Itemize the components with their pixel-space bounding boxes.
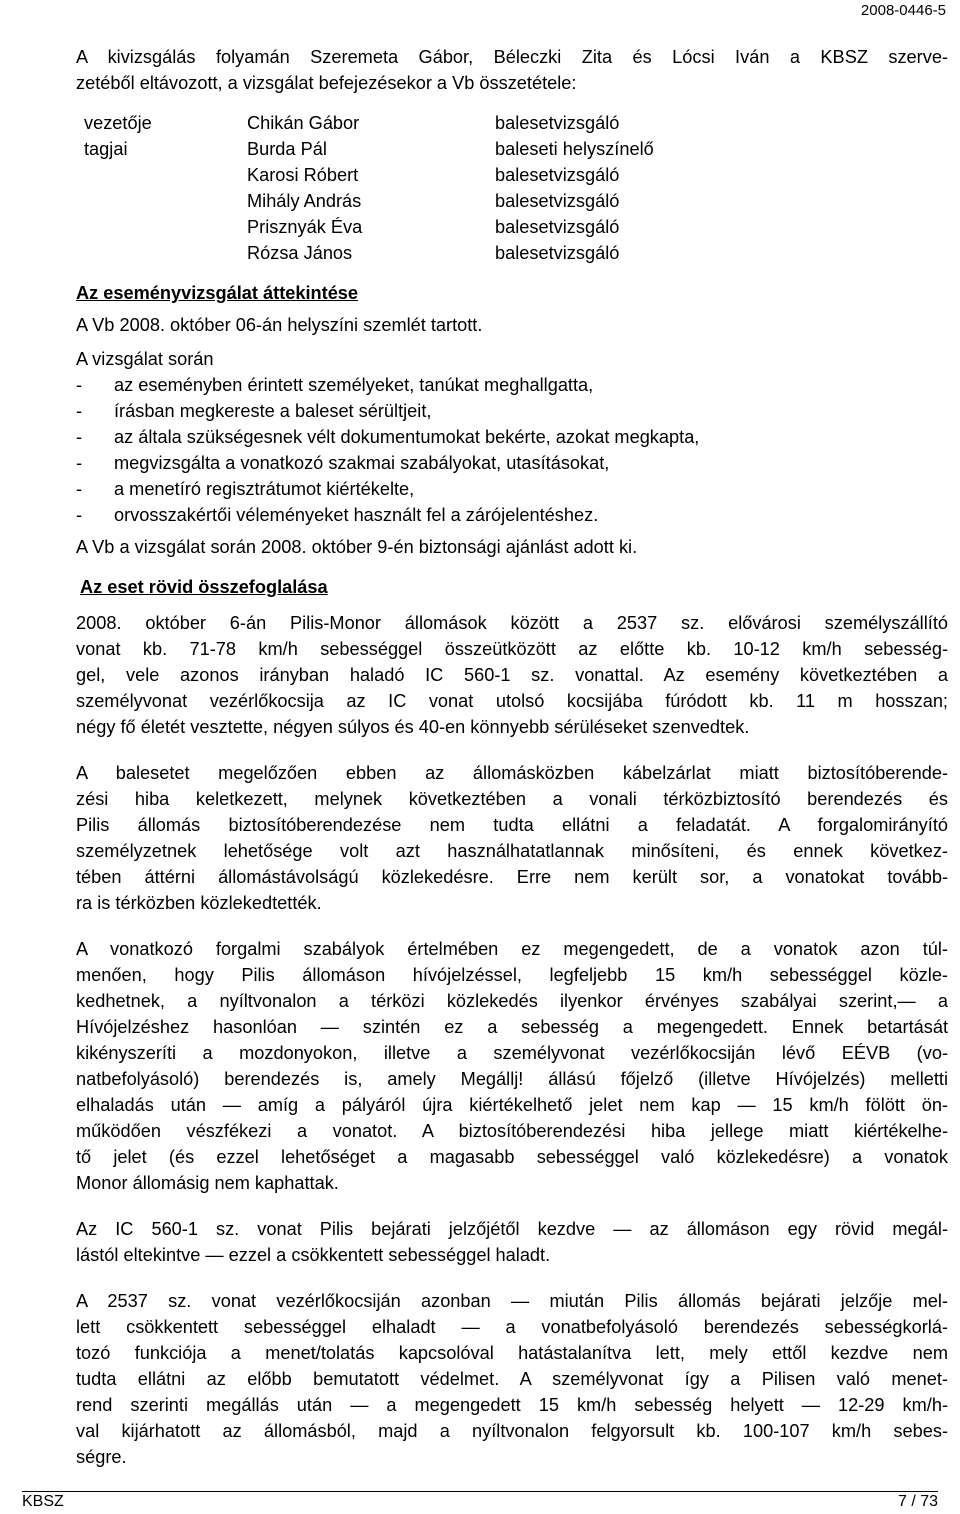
text-line: natbefolyásoló) berendezés is, amely Megállj! állású főjelző (illetve Hívójelzés) melletti: [76, 1069, 948, 1089]
member-role: [84, 188, 247, 214]
list-item-text: írásban megkereste a baleset sérültjeit,: [114, 401, 432, 421]
text-line: négy fő életét vesztette, négyen súlyos és 40-en könnyebb sérüléseket szenvedtek.: [76, 717, 750, 737]
member-row: [76, 214, 948, 240]
text-line: menően, hogy Pilis állomáson hívójelzéssel, legfeljebb 15 km/h sebességgel közle-: [76, 965, 948, 985]
text-line: személyzetnek lehetősége volt azt használhatatlannak minősíteni, és ennek következ-: [76, 841, 948, 861]
paragraph: [76, 610, 948, 740]
list-item: [76, 398, 948, 424]
paragraph: [76, 1288, 948, 1470]
list-item: [76, 476, 948, 502]
list-dash: -: [76, 505, 83, 525]
text-line: Monor állomásig nem kaphattak.: [76, 1173, 339, 1193]
member-role: [84, 162, 247, 188]
text-line: személyvonat vezérlőkocsija az IC vonat utolsó kocsijába fúródott kb. 11 m hosszan;: [76, 691, 948, 711]
text-line: tudta ellátni az előbb bemutatott védelmet. A személyvonat így a Pilisen való menet-: [76, 1369, 948, 1389]
text-line: kikényszeríti a mozdonyokon, illetve a személyvonat vezérlőkocsiján lévő EÉVB (vo-: [76, 1043, 948, 1063]
list-dash: -: [76, 427, 83, 447]
member-name: Mihály András: [247, 191, 362, 211]
committee-members: [76, 110, 948, 266]
member-title: baleseti helyszínelő: [495, 139, 654, 159]
member-title: balesetvizsgáló: [495, 165, 620, 185]
member-name: Prisznyák Éva: [247, 217, 363, 237]
list-dash: -: [76, 479, 83, 499]
text-line: val kijárhatott az állomásból, majd a nyíltvonalon felgyorsult kb. 100-107 km/h sebes-: [76, 1421, 948, 1441]
list-item-text: a menetíró regisztrátumot kiértékelte,: [114, 479, 415, 499]
text-line: A balesetet megelőzően ebben az állomásközben kábelzárlat miatt biztosítóberende-: [76, 763, 948, 783]
section-heading-summary: Az eset rövid összefoglalása: [80, 577, 328, 597]
text-line: A kivizsgálás folyamán Szeremeta Gábor, Béleczki Zita és Lócsi Iván a KBSZ szerve-: [76, 47, 948, 67]
member-name: Karosi Róbert: [247, 165, 359, 185]
member-row: [76, 136, 948, 162]
summary-body: [76, 610, 948, 1470]
text-line: gel, vele azonos irányban haladó IC 560-1 sz. vonattal. Az esemény következtében a: [76, 665, 948, 685]
text-line: tő jelet (és ezzel lehetőséget a magasabb sebességgel való közlekedésre) a vonatok: [76, 1147, 948, 1167]
member-title: balesetvizsgáló: [495, 191, 620, 211]
text-line: A 2537 sz. vonat vezérlőkocsiján azonban — miután Pilis állomás bejárati jelzője mel-: [76, 1291, 948, 1311]
text-line: rend szerinti megállás után — a megengedett 15 km/h sebesség helyett — 12-29 km/h-: [76, 1395, 948, 1415]
list-dash: -: [76, 453, 83, 473]
text-line: A vonatkozó forgalmi szabályok értelmében ez megengedett, de a vonatok azon túl-: [76, 939, 948, 959]
text-line: zetéből eltávozott, a vizsgálat befejezésekor a Vb összetétele:: [76, 73, 577, 93]
text-line: tében áttérni állomástávolságú közlekedésre. Erre nem került sor, a vonatokat tovább-: [76, 867, 948, 887]
member-role: [84, 240, 247, 266]
list-item: [76, 450, 948, 476]
investigation-steps-list: [76, 372, 948, 528]
member-title: balesetvizsgáló: [495, 217, 620, 237]
member-title: balesetvizsgáló: [495, 243, 620, 263]
document-id: 2008-0446-5: [860, 2, 946, 19]
list-item-text: orvosszakértői véleményeket használt fel a zárójelentéshez.: [114, 505, 599, 525]
member-row: [76, 162, 948, 188]
text-line: zési hiba keletkezett, melynek következtében a vonali térközbiztosító berendezés és: [76, 789, 948, 809]
member-row: [76, 188, 948, 214]
list-item-text: megvizsgálta a vonatkozó szakmai szabályokat, utasításokat,: [114, 453, 610, 473]
section-heading-overview: Az eseményvizsgálat áttekintése: [76, 283, 359, 303]
page-number: 7 / 73: [897, 1493, 938, 1510]
list-item-text: az eseményben érintett személyeket, tanúkat meghallgatta,: [114, 375, 594, 395]
member-role: [84, 214, 247, 240]
member-name: Chikán Gábor: [247, 113, 360, 133]
member-name: Burda Pál: [247, 139, 327, 159]
page-content: [76, 44, 948, 1470]
text-line: Hívójelzéshez hasonlóan — szintén ez a sebesség a megengedett. Ennek betartását: [76, 1017, 948, 1037]
text-line: A vizsgálat során: [76, 349, 214, 369]
paragraph: [76, 1216, 948, 1268]
text-line: működően vészfékezi a vonatot. A biztosítóberendezési hiba jellege miatt kiértékelhe-: [76, 1121, 948, 1141]
member-row: [76, 240, 948, 266]
paragraph: [76, 760, 948, 916]
intro-paragraph: [76, 44, 948, 96]
text-line: ra is térközben közlekedtették.: [76, 893, 322, 913]
list-dash: -: [76, 401, 83, 421]
footer-divider: [22, 1491, 938, 1492]
text-line: ségre.: [76, 1447, 127, 1467]
text-line: lett csökkentett sebességgel elhaladt — a vonatbefolyásoló berendezés sebességkorlá-: [76, 1317, 948, 1337]
member-row: [76, 110, 948, 136]
paragraph: [76, 936, 948, 1196]
list-dash: -: [76, 375, 83, 395]
text-line: kedhetnek, a nyíltvonalon a térközi közlekedés ilyenkor érvényes szabályai szerint,— a: [76, 991, 948, 1011]
text-line: elhaladás után — amíg a pályáról újra kiértékelhető jelet nem kap — 15 km/h fölött ön-: [76, 1095, 948, 1115]
footer-org: KBSZ: [22, 1493, 64, 1510]
member-role: tagjai: [84, 139, 128, 159]
text-line: lástól eltekintve — ezzel a csökkentett sebességgel haladt.: [76, 1245, 551, 1265]
list-item: [76, 424, 948, 450]
text-line: Pilis állomás biztosítóberendezése nem tudta ellátni a feladatát. A forgalomirányító: [76, 815, 948, 835]
list-item: [76, 372, 948, 398]
list-item: [76, 502, 948, 528]
member-role: vezetője: [84, 113, 152, 133]
text-line: vonat kb. 71-78 km/h sebességgel összeütközött az előtte kb. 10-12 km/h sebesség-: [76, 639, 948, 659]
list-item-text: az általa szükségesnek vélt dokumentumokat bekérte, azokat megkapta,: [114, 427, 700, 447]
member-title: balesetvizsgáló: [495, 113, 620, 133]
text-line: 2008. október 6-án Pilis-Monor állomások között a 2537 sz. elővárosi személyszállító: [76, 613, 948, 633]
member-name: Rózsa János: [247, 243, 353, 263]
text-line: tozó funkciója a menet/tolatás kapcsolóval hatástalanítva lett, mely ettől kezdve nem: [76, 1343, 948, 1363]
text-line: Az IC 560-1 sz. vonat Pilis bejárati jelzőjétől kezdve — az állomáson egy rövid megál-: [76, 1219, 948, 1239]
text-line: A Vb a vizsgálat során 2008. október 9-én biztonsági ajánlást adott ki.: [76, 537, 638, 557]
text-line: A Vb 2008. október 06-án helyszíni szemlét tartott.: [76, 315, 483, 335]
